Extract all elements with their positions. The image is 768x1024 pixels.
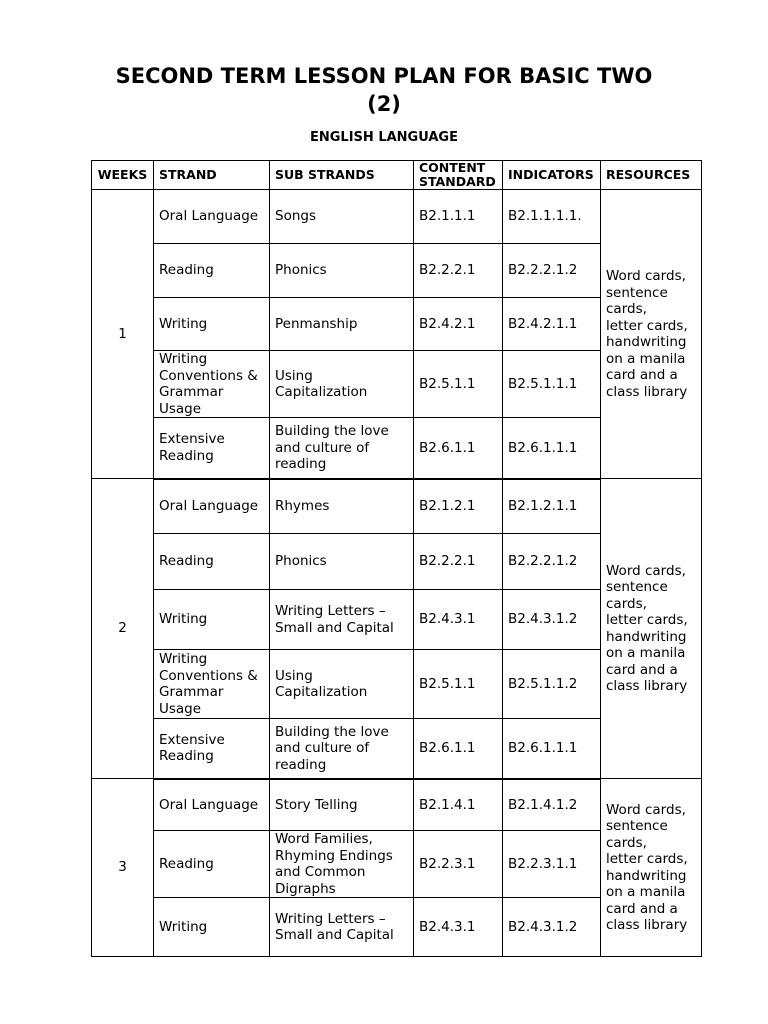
sub-strand-cell: Using Capitalization xyxy=(270,351,414,418)
week-number: 3 xyxy=(92,779,154,957)
indicator-cell: B2.2.3.1.1 xyxy=(503,831,601,898)
resources-line: handwriting xyxy=(606,628,687,645)
sub-strand-cell: Word Families, Rhyming Endings and Common Digraphs xyxy=(270,831,414,898)
header-strand: STRAND xyxy=(154,161,270,190)
strand-cell: Oral Language xyxy=(154,479,270,534)
strand-cell: Writing Conventions & Grammar Usage xyxy=(154,351,270,418)
header-resources: RESOURCES xyxy=(601,161,702,190)
header-content-standard xyxy=(414,161,503,190)
table-row xyxy=(92,479,702,534)
resources-line: handwriting xyxy=(606,334,687,350)
content-standard-cell: B2.1.2.1 xyxy=(414,479,503,534)
strand-cell: Reading xyxy=(154,244,270,298)
strand-cell: Oral Language xyxy=(154,190,270,244)
resources-line: letter cards, xyxy=(606,612,688,628)
resources-line: letter cards, xyxy=(606,317,688,334)
table-row xyxy=(92,779,702,831)
resources-line: card and a xyxy=(606,367,678,383)
resources-line: class library xyxy=(606,917,688,933)
resources-line: Word cards, xyxy=(606,801,686,818)
resources-line: sentence xyxy=(606,284,668,301)
title-line-2: (2) xyxy=(367,92,401,116)
content-standard-cell: B2.6.1.1 xyxy=(414,719,503,779)
resources-line: Word cards, xyxy=(606,562,686,579)
strand-cell: Reading xyxy=(154,831,270,898)
strand-cell: Writing xyxy=(154,298,270,351)
indicator-cell: B2.4.3.1.2 xyxy=(503,590,601,650)
strand-cell: Oral Language xyxy=(154,779,270,831)
table-body xyxy=(92,190,702,957)
resources-line: card and a xyxy=(606,900,678,917)
sub-strand-cell: Using Capitalization xyxy=(270,650,414,719)
lesson-plan-table xyxy=(91,160,702,957)
page-title xyxy=(0,62,768,118)
resources-line: letter cards, xyxy=(606,851,688,867)
indicator-cell: B2.6.1.1.1 xyxy=(503,719,601,779)
header-content-standard-line-1: CONTENT xyxy=(419,160,486,175)
header-row xyxy=(92,161,702,190)
indicator-cell: B2.5.1.1.2 xyxy=(503,650,601,719)
sub-strand-cell: Building the love and culture of reading xyxy=(270,418,414,479)
resources-line: Word cards, xyxy=(606,268,686,284)
content-standard-cell: B2.2.3.1 xyxy=(414,831,503,898)
content-standard-cell: B2.5.1.1 xyxy=(414,650,503,719)
sub-strand-cell: Rhymes xyxy=(270,479,414,534)
content-standard-cell: B2.5.1.1 xyxy=(414,351,503,418)
strand-cell: Extensive Reading xyxy=(154,418,270,479)
strand-cell: Extensive Reading xyxy=(154,719,270,779)
sub-strand-cell: Story Telling xyxy=(270,779,414,831)
content-standard-cell: B2.6.1.1 xyxy=(414,418,503,479)
sub-strand-cell: Songs xyxy=(270,190,414,244)
resources-line: class library xyxy=(606,383,688,400)
resources-line: cards, xyxy=(606,834,647,851)
strand-cell: Writing Conventions & Grammar Usage xyxy=(154,650,270,719)
sub-strand-cell: Building the love and culture of reading xyxy=(270,719,414,779)
content-standard-cell: B2.1.1.1 xyxy=(414,190,503,244)
sub-strand-cell: Phonics xyxy=(270,534,414,590)
indicator-cell: B2.1.4.1.2 xyxy=(503,779,601,831)
resources-line: handwriting xyxy=(606,867,687,884)
table-row xyxy=(92,190,702,244)
indicator-cell: B2.4.2.1.1 xyxy=(503,298,601,351)
week-number: 1 xyxy=(92,190,154,479)
indicator-cell: B2.6.1.1.1 xyxy=(503,418,601,479)
indicator-cell: B2.1.1.1.1. xyxy=(503,190,601,244)
content-standard-cell: B2.4.3.1 xyxy=(414,590,503,650)
title-line-1: SECOND TERM LESSON PLAN FOR BASIC TWO xyxy=(115,64,653,88)
header-weeks: WEEKS xyxy=(92,161,154,190)
resources-line: on a manila xyxy=(606,350,686,367)
week-number: 2 xyxy=(92,479,154,779)
strand-cell: Writing xyxy=(154,590,270,650)
sub-strand-cell: Writing Letters – Small and Capital xyxy=(270,590,414,650)
resources-line: class library xyxy=(606,678,688,694)
header-indicators: INDICATORS xyxy=(503,161,601,190)
content-standard-cell: B2.4.2.1 xyxy=(414,298,503,351)
resources-cell xyxy=(601,479,702,779)
indicator-cell: B2.1.2.1.1 xyxy=(503,479,601,534)
resources-cell xyxy=(601,779,702,957)
indicator-cell: B2.2.2.1.2 xyxy=(503,534,601,590)
resources-line: on a manila xyxy=(606,645,686,661)
resources-line: sentence xyxy=(606,818,668,834)
content-standard-cell: B2.1.4.1 xyxy=(414,779,503,831)
indicator-cell: B2.2.2.1.2 xyxy=(503,244,601,298)
strand-cell: Reading xyxy=(154,534,270,590)
content-standard-cell: B2.2.2.1 xyxy=(414,244,503,298)
indicator-cell: B2.5.1.1.1 xyxy=(503,351,601,418)
header-content-standard-line-2: STANDARD xyxy=(419,174,496,189)
resources-line: cards, xyxy=(606,595,647,612)
sub-strand-cell: Phonics xyxy=(270,244,414,298)
subject-heading: ENGLISH LANGUAGE xyxy=(310,130,458,145)
indicator-cell: B2.4.3.1.2 xyxy=(503,898,601,957)
sub-strand-cell: Penmanship xyxy=(270,298,414,351)
resources-line: cards, xyxy=(606,301,647,317)
content-standard-cell: B2.2.2.1 xyxy=(414,534,503,590)
resources-line: card and a xyxy=(606,661,678,678)
content-standard-cell: B2.4.3.1 xyxy=(414,898,503,957)
strand-cell: Writing xyxy=(154,898,270,957)
resources-cell xyxy=(601,190,702,479)
sub-strand-cell: Writing Letters – Small and Capital xyxy=(270,898,414,957)
resources-line: sentence xyxy=(606,579,668,595)
resources-line: on a manila xyxy=(606,884,686,900)
header-sub-strands: SUB STRANDS xyxy=(270,161,414,190)
